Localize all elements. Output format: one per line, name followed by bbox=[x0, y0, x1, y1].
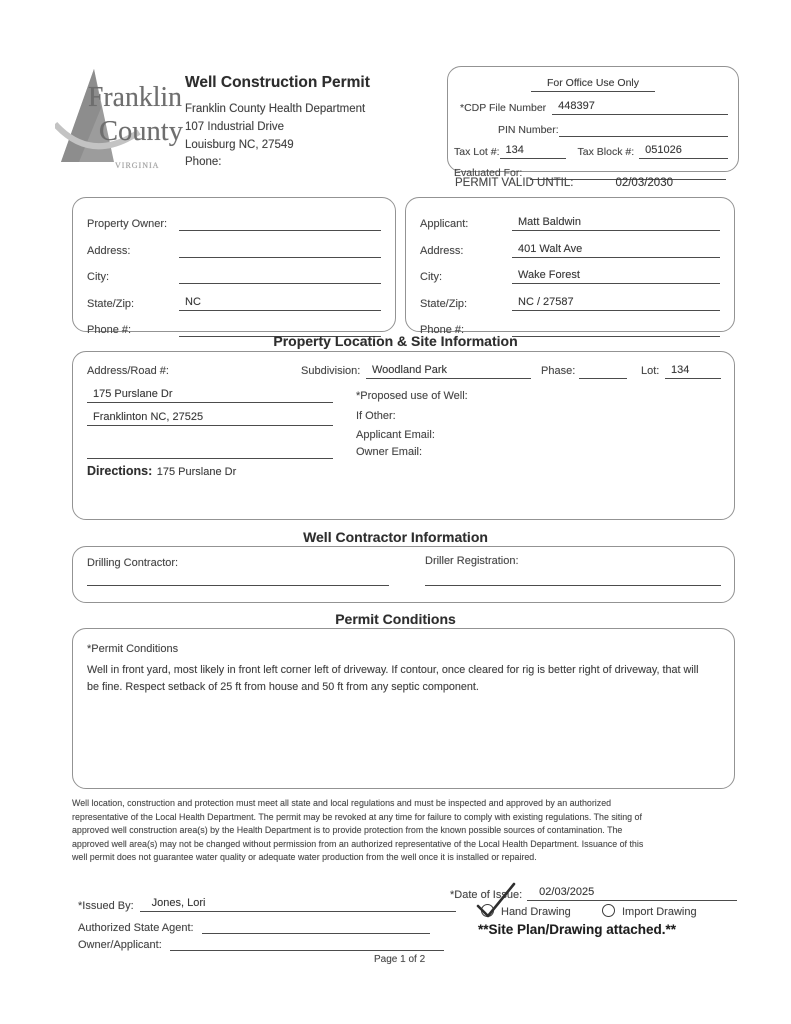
page-title: Well Construction Permit bbox=[185, 74, 370, 91]
applicant-box bbox=[405, 197, 735, 336]
date-of-issue-label: *Date of Issue: bbox=[450, 889, 523, 901]
franklin-county-logo bbox=[55, 64, 185, 191]
phase-value bbox=[579, 364, 627, 379]
handwritten-checkmark-icon bbox=[474, 880, 518, 920]
issued-by-value: Jones, Lori bbox=[140, 897, 456, 912]
applicant-phone-label: Phone #: bbox=[420, 323, 465, 336]
pin-number-label: PIN Number: bbox=[498, 124, 559, 136]
owner-address-label: Address: bbox=[87, 244, 131, 257]
pin-row bbox=[498, 122, 728, 137]
cdp-row bbox=[460, 100, 728, 115]
permit-conditions-heading: *Permit Conditions bbox=[87, 643, 179, 655]
applicant-address-label: Address: bbox=[420, 244, 464, 257]
applicant-email-label: Applicant Email: bbox=[356, 429, 435, 441]
tax-block-label: Tax Block #: bbox=[577, 146, 635, 158]
issued-by-label: *Issued By: bbox=[78, 900, 134, 912]
section-title-permit-conditions: Permit Conditions bbox=[335, 611, 456, 627]
applicant-address-row bbox=[406, 231, 734, 257]
applicant-statezip-row bbox=[406, 284, 734, 310]
applicant-name-row bbox=[406, 205, 734, 231]
driller-registration-label: Driller Registration: bbox=[425, 555, 519, 567]
office-use-title: For Office Use Only bbox=[531, 77, 655, 92]
page-number: Page 1 of 2 bbox=[374, 954, 426, 965]
directions-row bbox=[87, 462, 236, 480]
owner-statezip-label: State/Zip: bbox=[87, 297, 135, 310]
lot-label: Lot: bbox=[641, 365, 660, 377]
driller-registration-value bbox=[425, 571, 721, 586]
drilling-contractor-value bbox=[87, 571, 389, 586]
owner-statezip-value: NC bbox=[179, 296, 381, 311]
city-line: Louisburg NC, 27549 bbox=[185, 138, 294, 151]
pin-number-value bbox=[559, 122, 728, 137]
cdp-file-number-label: *CDP File Number bbox=[460, 102, 547, 114]
owner-statezip-row bbox=[73, 284, 395, 310]
applicant-address-value: 401 Walt Ave bbox=[512, 243, 720, 258]
owner-applicant-signature-value bbox=[170, 936, 444, 951]
property-location-box bbox=[72, 351, 735, 520]
permit-valid-row bbox=[455, 177, 673, 189]
permit-valid-value: 02/03/2030 bbox=[615, 177, 673, 189]
subdivision-value: Woodland Park bbox=[366, 364, 531, 379]
site-address-line2: Franklinton NC, 27525 bbox=[87, 411, 333, 426]
applicant-label: Applicant: bbox=[420, 218, 469, 231]
address-road-label: Address/Road #: bbox=[87, 365, 169, 377]
directions-value: 175 Purslane Dr bbox=[156, 466, 237, 478]
authorized-agent-label: Authorized State Agent: bbox=[78, 922, 194, 934]
applicant-value: Matt Baldwin bbox=[512, 216, 720, 231]
applicant-city-value: Wake Forest bbox=[512, 269, 720, 284]
tax-lot-label: Tax Lot #: bbox=[454, 146, 500, 158]
permit-conditions-box bbox=[72, 628, 735, 789]
issued-by-row bbox=[78, 897, 456, 912]
evaluated-for-label: Evaluated For: bbox=[454, 167, 523, 179]
subdivision-label: Subdivision: bbox=[301, 365, 361, 377]
owner-applicant-signature-row bbox=[78, 936, 444, 951]
office-use-box bbox=[447, 66, 739, 179]
applicant-city-label: City: bbox=[420, 271, 442, 284]
site-plan-attached-note: **Site Plan/Drawing attached.** bbox=[478, 922, 677, 937]
logo-tagline: VIRGINIA bbox=[115, 161, 160, 170]
owner-city-value bbox=[179, 269, 381, 284]
import-drawing-radio bbox=[602, 904, 615, 922]
cdp-file-number-value: 448397 bbox=[552, 100, 728, 115]
department-line: Franklin County Health Department bbox=[185, 103, 366, 115]
header-block bbox=[185, 74, 370, 172]
proposed-use-label: *Proposed use of Well: bbox=[356, 390, 468, 402]
phase-label: Phase: bbox=[541, 365, 576, 377]
owner-phone-label: Phone #: bbox=[87, 323, 132, 336]
franklin-county-logo-icon bbox=[55, 64, 185, 186]
tax-row bbox=[454, 144, 728, 159]
street-line: 107 Industrial Drive bbox=[185, 120, 285, 133]
property-owner-label: Property Owner: bbox=[87, 218, 168, 231]
site-address-line1: 175 Purslane Dr bbox=[87, 388, 333, 403]
if-other-label: If Other: bbox=[356, 410, 396, 422]
phone-label: Phone: bbox=[185, 156, 222, 169]
property-owner-value bbox=[179, 216, 381, 231]
authorized-agent-value bbox=[202, 919, 430, 934]
section-title-well-contractor: Well Contractor Information bbox=[303, 529, 488, 545]
permit-valid-label: PERMIT VALID UNTIL: bbox=[455, 177, 574, 189]
hand-drawing-label: Hand Drawing bbox=[501, 906, 571, 918]
drilling-contractor-label: Drilling Contractor: bbox=[87, 557, 179, 569]
permit-conditions-body: Well in front yard, most likely in front left corner left of driveway. If contour, once cleared for rig is better right of driveway, that will be fine. Respect setback of 25 ft from house and 50 ft from any septic component. bbox=[87, 664, 699, 694]
tax-block-value: 051026 bbox=[639, 144, 728, 159]
logo-name-bottom: County bbox=[99, 116, 183, 147]
lot-value: 134 bbox=[665, 364, 721, 379]
property-owner-row bbox=[73, 205, 395, 231]
applicant-statezip-value: NC / 27587 bbox=[512, 296, 720, 311]
owner-applicant-signature-label: Owner/Applicant: bbox=[78, 939, 162, 951]
applicant-city-row bbox=[406, 258, 734, 284]
owner-address-value bbox=[179, 243, 381, 258]
section-title-property-location: Property Location & Site Information bbox=[273, 333, 518, 349]
legal-disclaimer-text: Well location, construction and protection must meet all state and local regulations and must be inspected and approved by an authorized representative of the Local Health Department. The permit may be revoked at any time for failure to comply with existing regulations. The siting of approved well construction area(s) by the Health Department is to provide protection from the known possible sources of contamination. The approved well area(s) may not be changed without permission from an authorized representative of the Local Health Department. Issuance of this well permit does not guarantee water quality or adequate water production from the well once it is installed or repaired. bbox=[72, 798, 644, 863]
import-drawing-radio-circle-icon bbox=[602, 904, 615, 917]
property-owner-box bbox=[72, 197, 396, 336]
site-address-line3 bbox=[87, 444, 333, 459]
authorized-agent-row bbox=[78, 919, 430, 934]
logo-name-top: Franklin bbox=[88, 82, 182, 113]
import-drawing-label: Import Drawing bbox=[622, 906, 697, 918]
date-of-issue-value: 02/03/2025 bbox=[527, 886, 737, 901]
owner-city-row bbox=[73, 258, 395, 284]
owner-city-label: City: bbox=[87, 271, 109, 284]
directions-label: Directions: bbox=[87, 464, 153, 478]
owner-address-row bbox=[73, 231, 395, 257]
tax-lot-value: 134 bbox=[500, 144, 566, 159]
well-contractor-box bbox=[72, 546, 735, 603]
applicant-statezip-label: State/Zip: bbox=[420, 297, 468, 310]
owner-email-label: Owner Email: bbox=[356, 446, 423, 458]
office-use-title-row bbox=[448, 73, 738, 91]
